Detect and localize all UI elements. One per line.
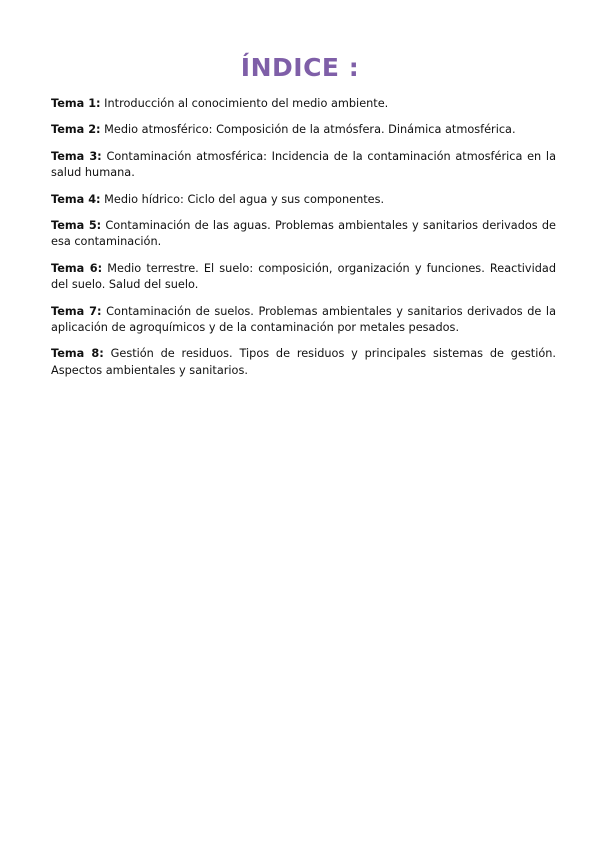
- toc-item-label: Tema 4:: [51, 192, 101, 206]
- toc-item-text: Medio terrestre. El suelo: composición, organización y funciones. Reactividad del suelo. Salud del suelo.: [51, 261, 556, 292]
- toc-item-text: Medio atmosférico: Composición de la atmósfera. Dinámica atmosférica.: [104, 123, 516, 137]
- toc-item-tema-6: [51, 261, 556, 294]
- toc-item-label: Tema 8:: [51, 347, 104, 361]
- toc-item-tema-2: [51, 122, 556, 138]
- toc-item-text: Contaminación de suelos. Problemas ambientales y sanitarios derivados de la aplicación de agroquímicos y de la contaminación por metales pesados.: [51, 304, 556, 335]
- toc-item-label: Tema 7:: [51, 304, 102, 318]
- toc-item-label: Tema 2:: [51, 123, 101, 137]
- toc-item-tema-3: [51, 149, 556, 182]
- table-of-contents: [51, 96, 556, 389]
- toc-item-label: Tema 5:: [51, 219, 102, 233]
- toc-item-tema-4: [51, 192, 556, 208]
- toc-item-tema-1: [51, 96, 556, 112]
- toc-item-text: Contaminación de las aguas. Problemas ambientales y sanitarios derivados de esa contaminación.: [51, 219, 556, 249]
- toc-item-label: Tema 3:: [51, 149, 102, 163]
- index-title: ÍNDICE :: [240, 53, 360, 82]
- toc-item-label: Tema 6:: [51, 261, 103, 275]
- toc-item-text: Gestión de residuos. Tipos de residuos y principales sistemas de gestión. Aspectos ambientales y sanitarios.: [51, 347, 557, 377]
- toc-item-label: Tema 1:: [51, 97, 101, 110]
- toc-item-tema-8: [51, 346, 556, 379]
- toc-item-text: Contaminación atmosférica: Incidencia de la contaminación atmosférica en la salud humana.: [51, 149, 556, 180]
- toc-item-tema-7: [51, 304, 556, 337]
- toc-item-tema-5: [51, 218, 556, 251]
- toc-item-text: Introducción al conocimiento del medio ambiente.: [104, 97, 389, 110]
- toc-item-text: Medio hídrico: Ciclo del agua y sus componentes.: [104, 192, 385, 206]
